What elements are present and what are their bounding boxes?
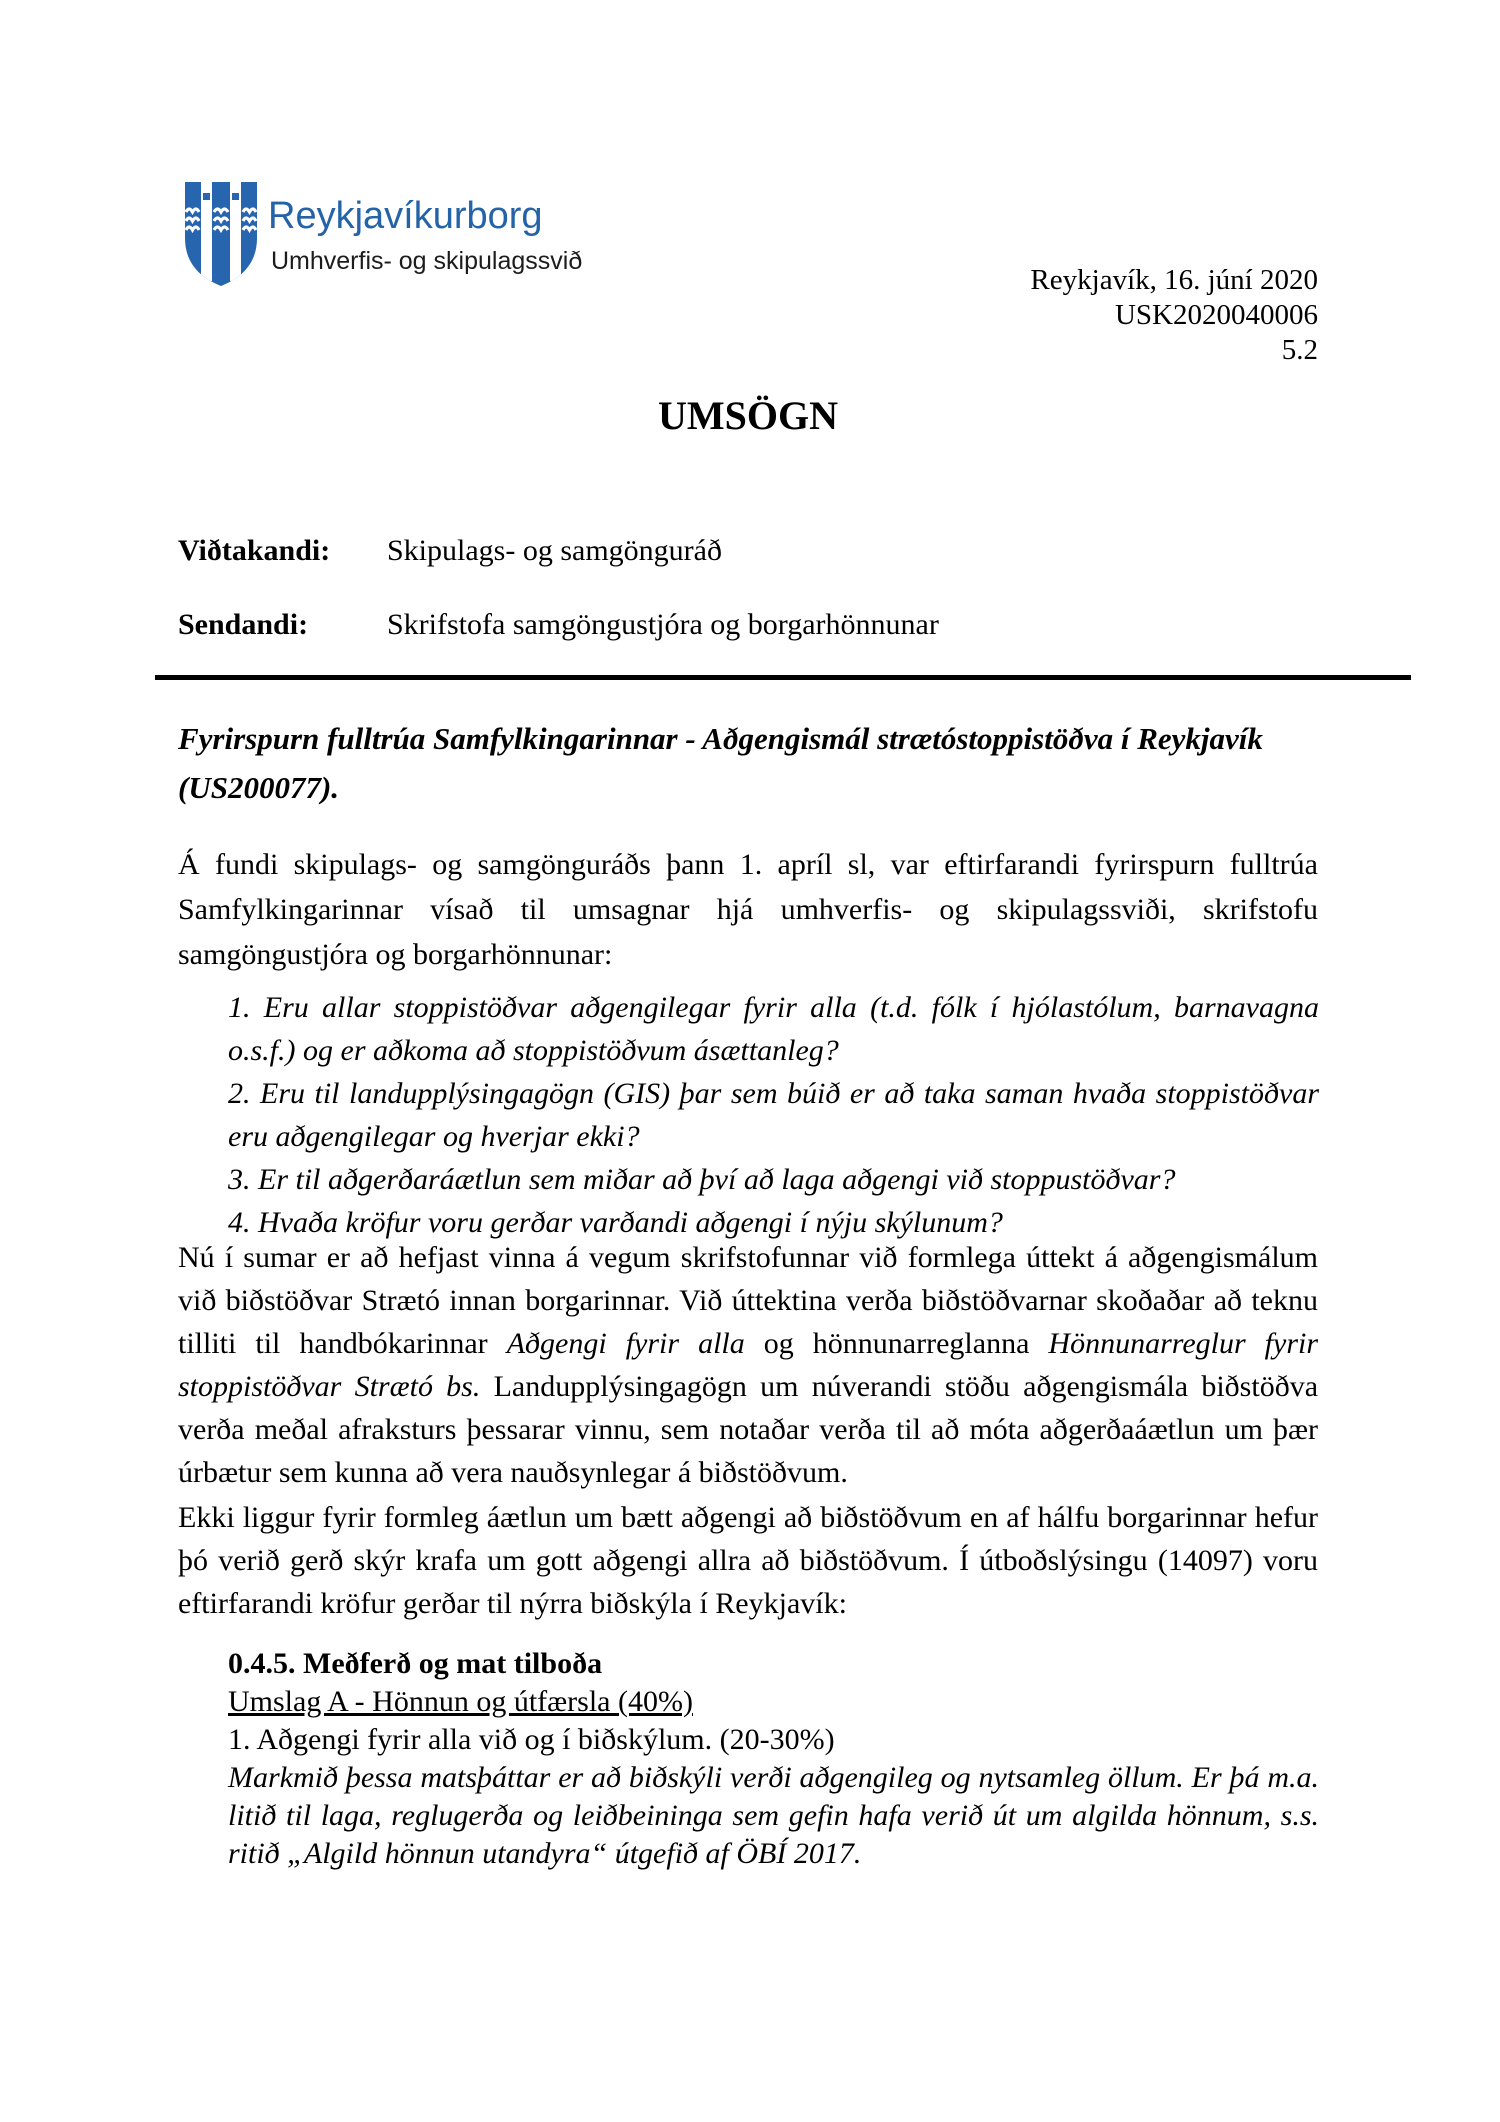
case-number: USK2020040006	[1114, 299, 1318, 331]
tender-criterion: 1. Aðgengi fyrir alla við og í biðskýlum. (20-30%)	[228, 1723, 835, 1756]
org-division: Umhverfis- og skipulagssvið	[271, 247, 583, 275]
org-name: Reykjavíkurborg	[268, 195, 543, 237]
recipient-value: Skipulags- og samgönguráð	[387, 534, 722, 567]
intro-paragraph: Á fundi skipulags- og samgönguráðs þann 1. apríl sl, var eftirfarandi fyrirspurn fulltrúa Samfylkingarinnar vísað til umsagnar hjá umhverfis- og skipulagssviði, skrifstofu samgöngustjóra og borgarhönnunar:	[178, 848, 1318, 971]
question-item: 3. Er til aðgerðaráætlun sem miðar að því að laga aðgengi við stoppustöðvar?	[228, 1163, 1176, 1196]
item-number: 5.2	[1281, 334, 1318, 366]
handbook-title: Aðgengi fyrir alla	[506, 1327, 745, 1360]
design-rules-title: Hönnunarreglur fyrir stoppistöðvar Strætó bs.	[178, 1327, 1319, 1403]
document-title: UMSÖGN	[658, 393, 838, 438]
paragraph-text: Nú í sumar er að hefjast vinna á vegum skrifstofunnar við formlega úttekt á aðgengismálum við biðstöðvar Strætó innan borgarinnar. Við úttektina verða biðstöðvarnar skoðaðar að teknu tilliti til handbókarinnar	[178, 1241, 1318, 1360]
reykjavik-coat-of-arms-icon	[185, 182, 257, 286]
tender-envelope-heading: Umslag A - Hönnun og útfærsla (40%)	[228, 1685, 693, 1718]
tender-objective: Markmið þessa matsþáttar er að biðskýli verði aðgengileg og nytsamleg öllum. Er þá m.a. litið til laga, reglugerða og leiðbeininga sem gefin hafa verið út um algilda hönnum, s.s. ritið „Algild hönnun utandyra“ útgefið af ÖBÍ 2017.	[228, 1761, 1319, 1870]
question-item: 4. Hvaða kröfur voru gerðar varðandi aðgengi í nýju skýlunum?	[228, 1206, 1003, 1239]
sender-value: Skrifstofa samgöngustjóra og borgarhönnunar	[387, 608, 939, 641]
paragraph-text: og hönnunarreglanna	[744, 1327, 1049, 1360]
questions-list	[228, 986, 1319, 1244]
question-item: 1. Eru allar stoppistöðvar aðgengilegar fyrir alla (t.d. fólk í hjólastólum, barnavagna o.s.f.) og er aðkoma að stoppistöðvum ásættanleg?	[228, 991, 1319, 1067]
meta-block	[900, 263, 1318, 368]
sender-label: Sendandi:	[178, 608, 309, 641]
paragraph-text: Landupplýsingagögn um núverandi stöðu aðgengismála biðstöðva verða meðal afraksturs þessarar vinnu, sem notaðar verða til að móta aðgerðaáætlun um þær úrbætur sem kunna að vera nauðsynlegar á biðstöðvum.	[178, 1370, 1319, 1489]
question-item: 2. Eru til landupplýsingagögn (GIS) þar sem búið er að taka saman hvaða stoppistöðvar eru aðgengilegar og hverjar ekki?	[228, 1077, 1319, 1153]
tender-section-heading: 0.4.5. Meðferð og mat tilboða	[228, 1647, 603, 1680]
recipient-label: Viðtakandi:	[178, 534, 331, 567]
tender-quote-block	[228, 1645, 1319, 1873]
place-date: Reykjavík, 16. júní 2020	[1030, 264, 1318, 296]
horizontal-rule	[155, 675, 1411, 680]
subject-heading: Fyrirspurn fulltrúa Samfylkingarinnar - Aðgengismál strætóstoppistöðva í Reykjavík (US200077).	[178, 721, 1263, 805]
uttekt-paragraph	[178, 1236, 1318, 1494]
aaetlun-paragraph: Ekki liggur fyrir formleg áætlun um bætt aðgengi að biðstöðvum en af hálfu borgarinnar hefur þó verið gerð skýr krafa um gott aðgengi allra að biðstöðvum. Í útboðslýsingu (14097) voru eftirfarandi kröfur gerðar til nýrra biðskýla í Reykjavík:	[178, 1501, 1318, 1620]
